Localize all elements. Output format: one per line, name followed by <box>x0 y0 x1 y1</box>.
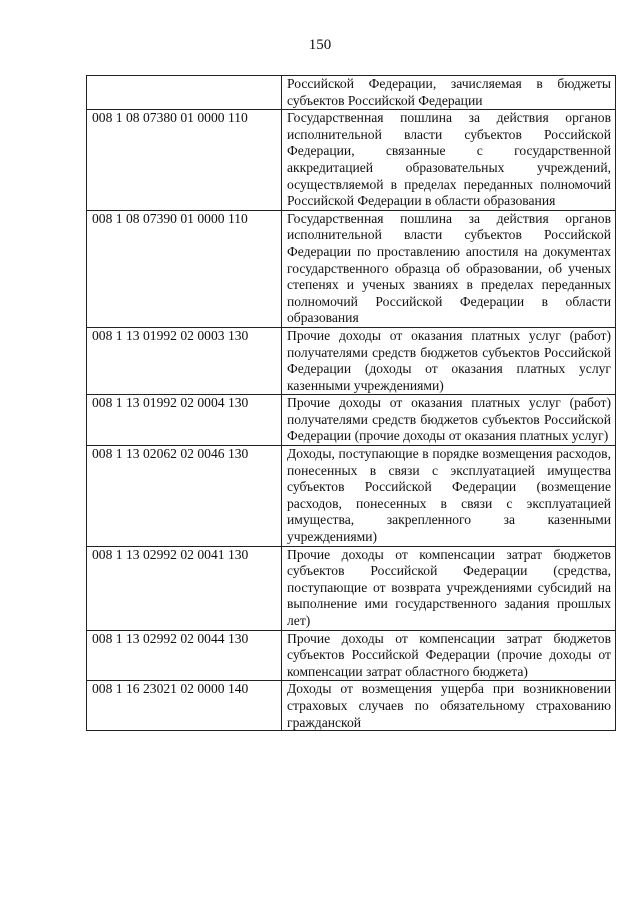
table-row <box>87 76 616 110</box>
row-description-cell: Государственная пошлина за действия органов исполнительной власти субъектов Российской Федерации по проставлению апостиля на документах государственного образца об образовании, об ученых степенях и ученых званиях в пределах переданных полномочий Российской Федерации в области образования <box>282 210 616 327</box>
table-row <box>87 395 616 446</box>
row-code-cell: 008 1 13 02992 02 0041 130 <box>87 546 282 630</box>
row-code-cell <box>87 76 282 110</box>
row-code-cell: 008 1 08 07380 01 0000 110 <box>87 110 282 211</box>
row-description-cell: Прочие доходы от компенсации затрат бюджетов субъектов Российской Федерации (средства, поступающие от возврата учреждениями субсидий на выполнение ими государственного задания прошлых лет) <box>282 546 616 630</box>
row-description-text: Доходы от возмещения ущерба при возникновении страховых случаев по обязательному страхованию гражданской <box>287 681 611 730</box>
row-code-cell: 008 1 13 01992 02 0003 130 <box>87 327 282 394</box>
page-number: 150 <box>308 37 332 53</box>
table-row <box>87 546 616 630</box>
row-code-cell: 008 1 13 02062 02 0046 130 <box>87 446 282 547</box>
table-row <box>87 630 616 681</box>
row-description-cell: Доходы, поступающие в порядке возмещения расходов, понесенных в связи с эксплуатацией имущества субъектов Российской Федерации (возмещение расходов, понесенных в связи с эксплуатацией имущества, закрепленного за казенными учреждениями) <box>282 446 616 547</box>
row-code-cell: 008 1 13 02992 02 0044 130 <box>87 630 282 681</box>
row-description-cell: Государственная пошлина за действия органов исполнительной власти субъектов Российской Федерации, связанные с государственной аккредитацией образовательных учреждений, осуществляемой в пределах переданных полномочий Российской Федерации в области образования <box>282 110 616 211</box>
budget-classification-table <box>86 75 616 731</box>
row-code-cell: 008 1 13 01992 02 0004 130 <box>87 395 282 446</box>
table-row <box>87 110 616 211</box>
table-row <box>87 327 616 394</box>
table-row <box>87 681 616 731</box>
row-description-cell <box>282 681 616 731</box>
row-description-cell: Прочие доходы от оказания платных услуг (работ) получателями средств бюджетов субъектов Российской Федерации (доходы от оказания платных услуг казенными учреждениями) <box>282 327 616 394</box>
row-code-cell: 008 1 16 23021 02 0000 140 <box>87 681 282 731</box>
row-description-cell: Прочие доходы от компенсации затрат бюджетов субъектов Российской Федерации (прочие доходы от компенсации затрат областного бюджета) <box>282 630 616 681</box>
row-description-cell: Российской Федерации, зачисляемая в бюджеты субъектов Российской Федерации <box>282 76 616 110</box>
table-row <box>87 210 616 327</box>
row-description-cell: Прочие доходы от оказания платных услуг (работ) получателями средств бюджетов субъектов Российской Федерации (прочие доходы от оказания платных услуг) <box>282 395 616 446</box>
row-code-cell: 008 1 08 07390 01 0000 110 <box>87 210 282 327</box>
table-row <box>87 446 616 547</box>
